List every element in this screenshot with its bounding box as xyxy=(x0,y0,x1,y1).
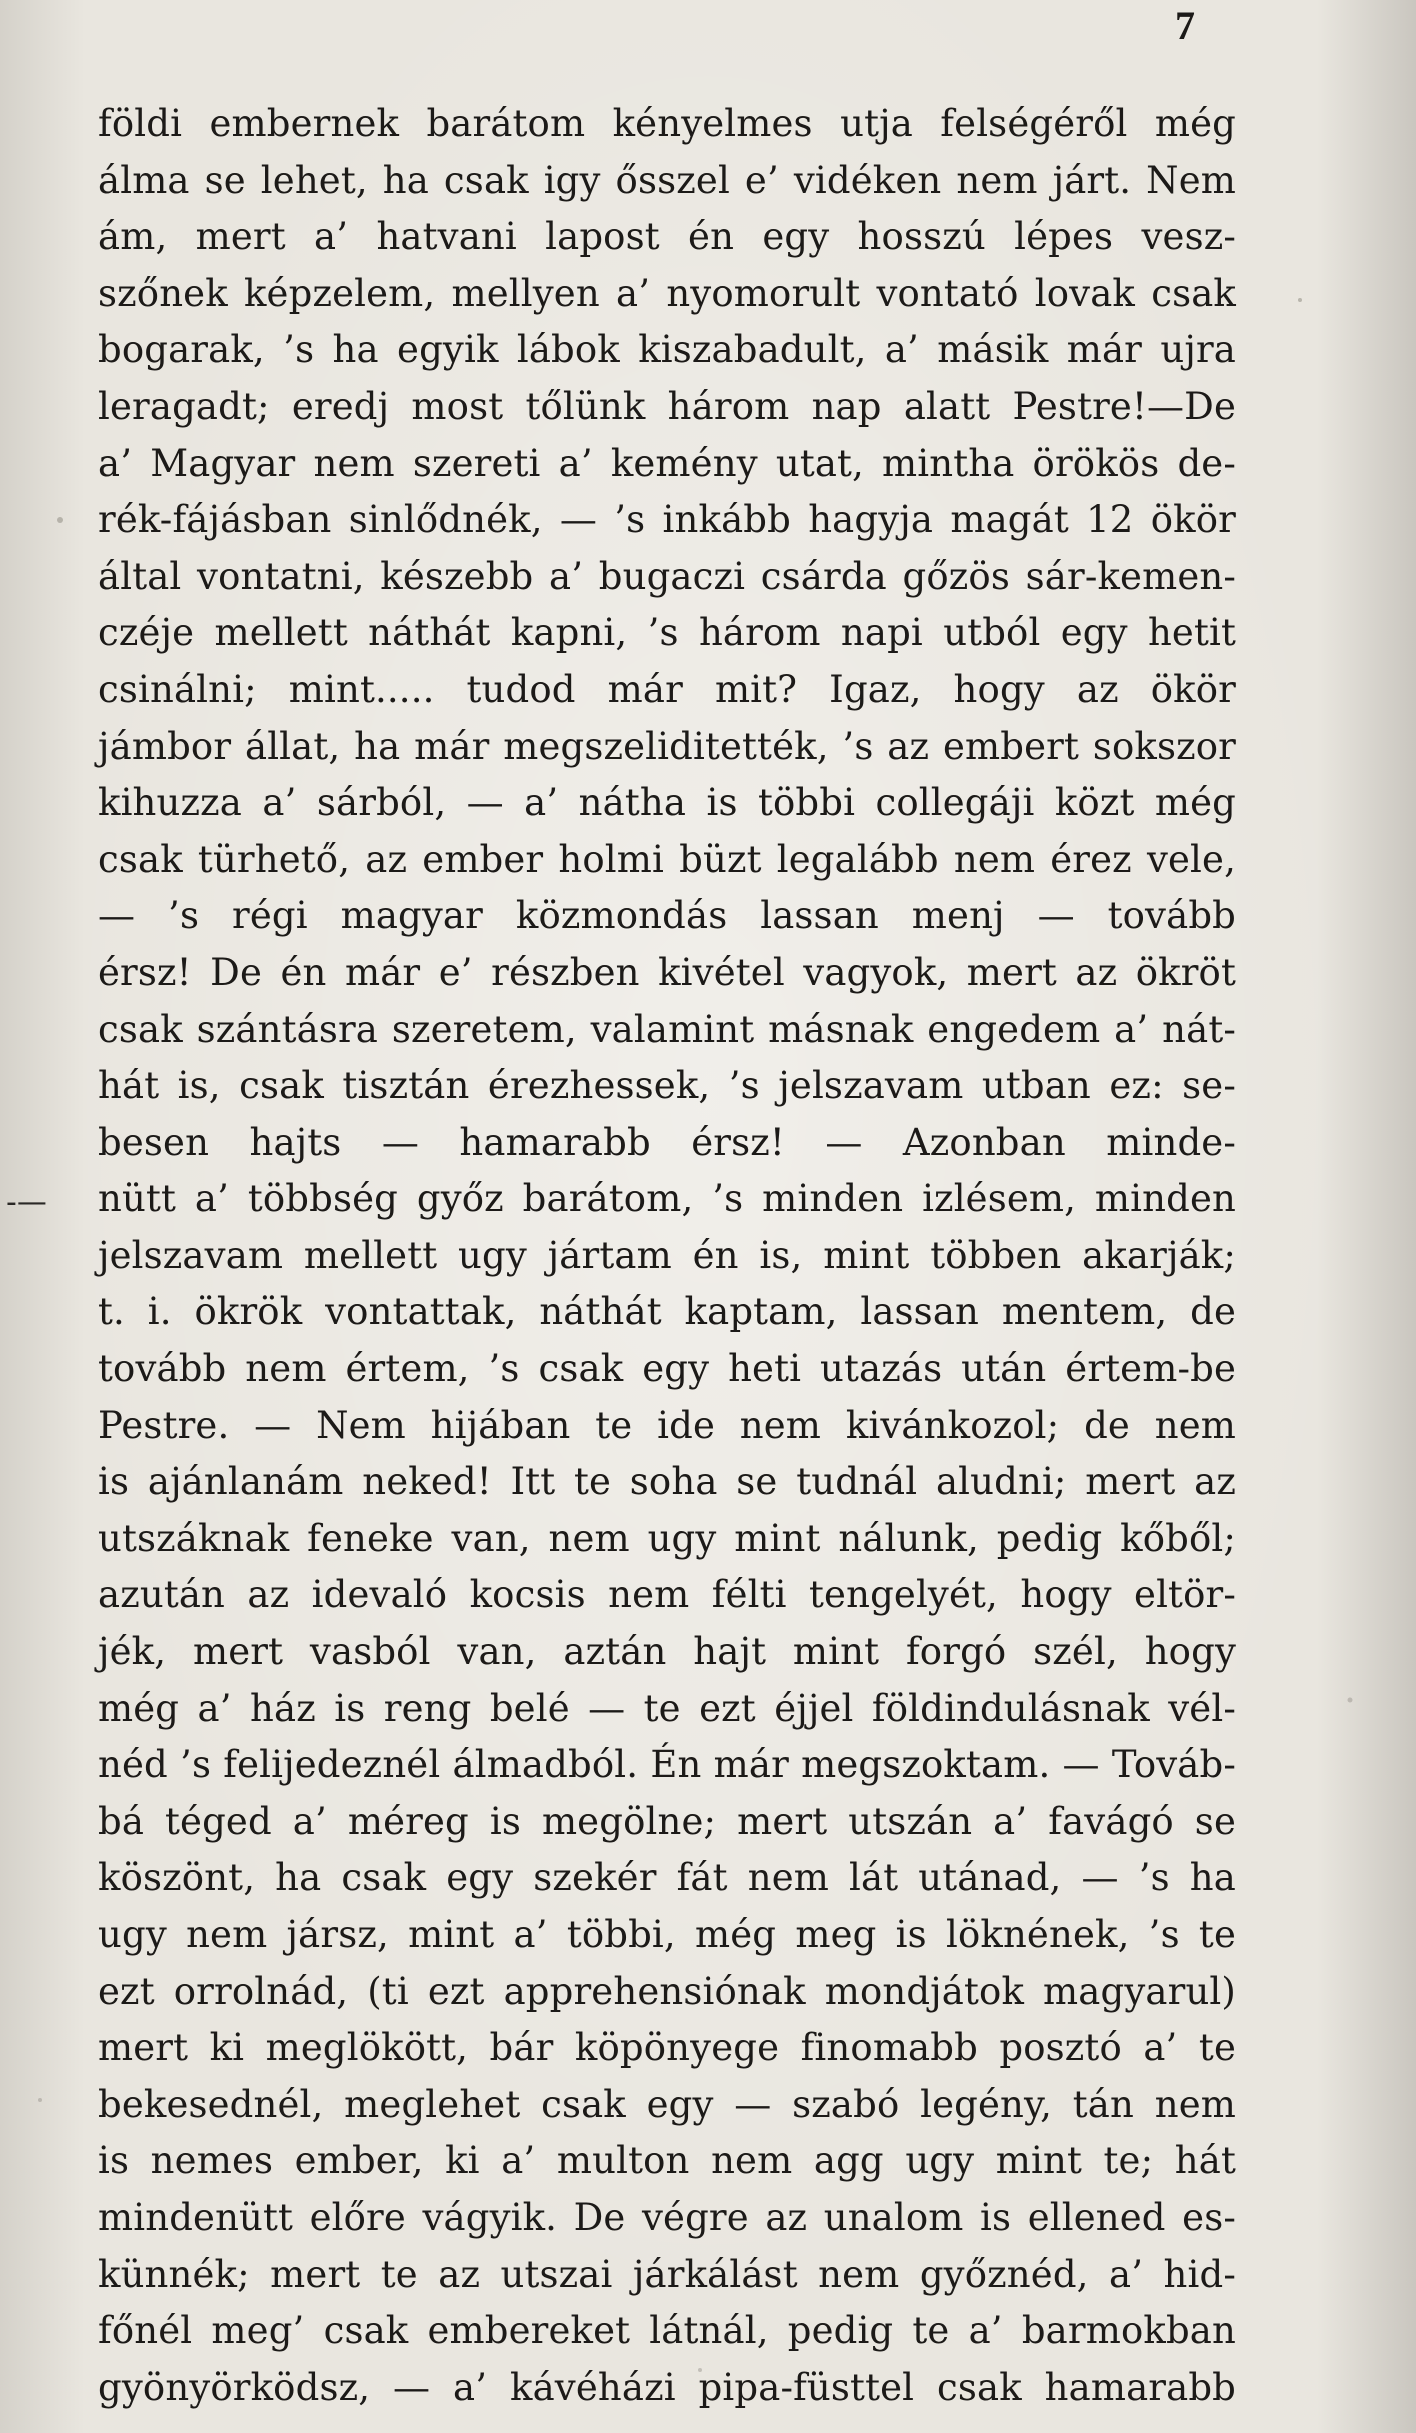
text-line: besen hajts — hamarabb érsz! — Azonban minde- xyxy=(98,1120,1236,1164)
text-line: ám, mert a’ hatvani lapost én egy hosszú lépes vesz- xyxy=(98,215,1236,259)
text-line: főnél meg’ csak embereket látnál, pedig te a’ barmokban xyxy=(98,2309,1236,2353)
text-line: czéje mellett náthát kapni, ’s három napi utból egy hetit xyxy=(98,611,1236,655)
text-line: bekesednél, meglehet csak egy — szabó legény, tán nem xyxy=(98,2082,1236,2126)
text-line: által vontatni, készebb a’ bugaczi csárda gőzös sár-kemen- xyxy=(98,554,1236,598)
text-line: ezt orrolnád, (ti ezt apprehensiónak mondjátok magyarul) xyxy=(98,1969,1236,2013)
text-line: csak türhető, az ember holmi büzt legalább nem érez vele, xyxy=(98,837,1236,881)
text-line: gyönyörködsz, — a’ kávéházi pipa-füsttel csak hamarabb xyxy=(98,2365,1236,2409)
text-line: Pestre. — Nem hijában te ide nem kivánkozol; de nem xyxy=(98,1403,1236,1447)
text-line: csinálni; mint..... tudod már mit? Igaz, hogy az ökör xyxy=(98,667,1236,711)
text-line: jámbor állat, ha már megszeliditették, ’s az embert sokszor xyxy=(98,724,1236,768)
text-line: csak szántásra szeretem, valamint másnak engedem a’ nát- xyxy=(98,1007,1236,1051)
text-line: jék, mert vasból van, aztán hajt mint forgó szél, hogy xyxy=(98,1630,1236,1674)
text-line: szőnek képzelem, mellyen a’ nyomorult vontató lovak csak xyxy=(98,271,1236,315)
text-line: a’ Magyar nem szereti a’ kemény utat, mintha örökös de- xyxy=(98,441,1236,485)
text-line: álma se lehet, ha csak igy ősszel e’ vidéken nem járt. Nem xyxy=(98,158,1236,202)
text-line: nütt a’ többség győz barátom, ’s minden izlésem, minden xyxy=(98,1177,1236,1221)
text-line: mindenütt előre vágyik. De végre az unalom is ellened es- xyxy=(98,2195,1236,2239)
text-line: is nemes ember, ki a’ multon nem agg ugy mint te; hát xyxy=(98,2139,1236,2183)
text-line: néd ’s felijedeznél álmadból. Én már megszoktam. — Továb- xyxy=(98,1743,1236,1787)
text-line: földi embernek barátom kényelmes utja felségéről még xyxy=(98,102,1236,145)
text-line: — ’s régi magyar közmondás lassan menj — tovább xyxy=(98,894,1236,938)
text-line: tovább nem értem, ’s csak egy heti utazás után értem-be xyxy=(98,1347,1236,1391)
text-line: érsz! De én már e’ részben kivétel vagyok, mert az ökröt xyxy=(98,950,1236,994)
text-line: leragadt; eredj most tőlünk három nap alatt Pestre!—De xyxy=(98,384,1236,428)
text-line: azután az idevaló kocsis nem félti tengelyét, hogy eltör- xyxy=(98,1573,1236,1617)
text-line: rék-fájásban sinlődnék, — ’s inkább hagyja magát 12 ökör xyxy=(98,498,1236,542)
text-line: kihuzza a’ sárból, — a’ nátha is többi collegáji közt még xyxy=(98,781,1236,825)
text-line: utszáknak feneke van, nem ugy mint nálunk, pedig kőből; xyxy=(98,1516,1236,1560)
text-line: bá téged a’ méreg is megölne; mert utszán a’ favágó se xyxy=(98,1799,1236,1843)
text-line: künnék; mert te az utszai járkálást nem győznéd, a’ hid- xyxy=(98,2252,1236,2296)
text-line: ugy nem jársz, mint a’ többi, még meg is löknének, ’s te xyxy=(98,1913,1236,1956)
text-line: is ajánlanám neked! Itt te soha se tudnál aludni; mert az xyxy=(98,1460,1236,1504)
margin-mark: -— xyxy=(6,1185,47,1220)
text-line: köszönt, ha csak egy szekér fát nem lát utánad, — ’s ha xyxy=(98,1856,1236,1900)
text-line: bogarak, ’s ha egyik lábok kiszabadult, a’ másik már ujra xyxy=(98,328,1236,372)
body-text xyxy=(98,96,1236,2416)
page-number: 7 xyxy=(1175,3,1195,48)
text-line: t. i. ökrök vontattak, náthát kaptam, lassan mentem, de xyxy=(98,1290,1236,1334)
text-line: jelszavam mellett ugy jártam én is, mint többen akarják; xyxy=(98,1233,1236,1277)
text-line: hát is, csak tisztán érezhessek, ’s jelszavam utban ez: se- xyxy=(98,1064,1236,1108)
text-line: még a’ ház is reng belé — te ezt éjjel földindulásnak vél- xyxy=(98,1686,1236,1730)
text-line: mert ki meglökött, bár köpönyege finomabb posztó a’ te xyxy=(98,2026,1236,2070)
